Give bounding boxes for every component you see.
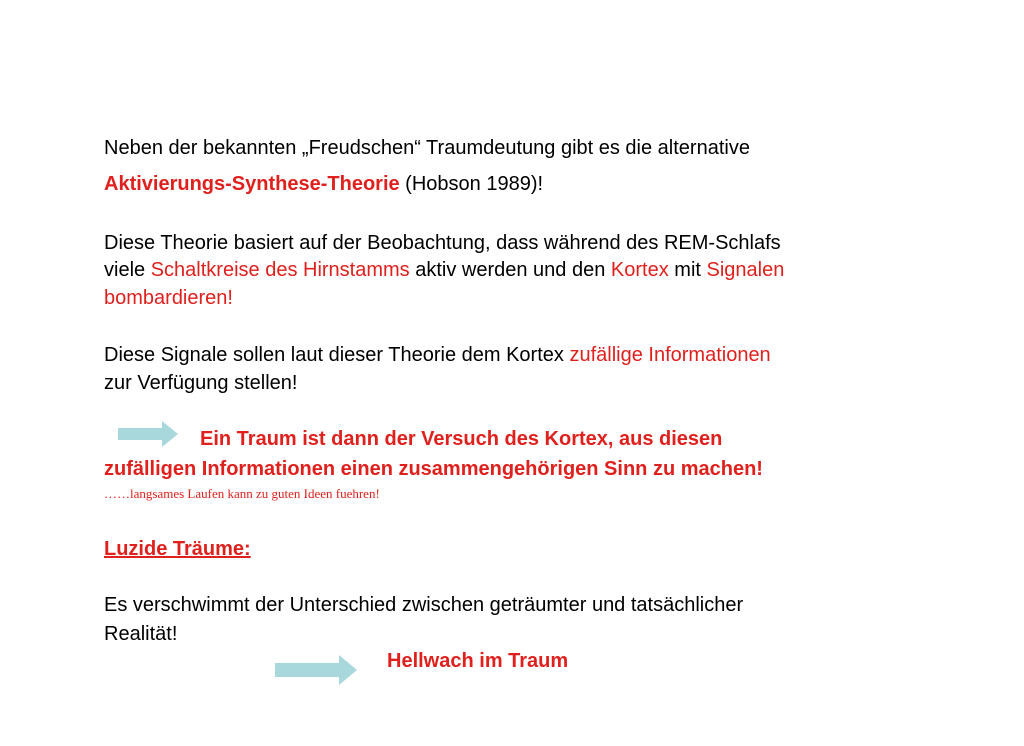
- note-text: ……langsames Laufen kann zu guten Ideen fuehren!: [104, 486, 380, 501]
- conclusion-line-1: [200, 427, 722, 451]
- paragraph-1-text: mit: [668, 259, 707, 281]
- highlight-hirnstamm: Schaltkreise des Hirnstamms: [150, 259, 410, 281]
- highlight-zufaellige-informationen: zufällige Informationen: [569, 344, 771, 366]
- arrow-right-icon: [275, 655, 357, 685]
- paragraph-1-line-2: [104, 258, 784, 282]
- highlight-kortex: Kortex: [610, 259, 669, 281]
- theory-name: Aktivierungs-Synthese-Theorie: [104, 173, 400, 195]
- paragraph-2-text: Diese Signale sollen laut dieser Theorie dem Kortex: [104, 344, 570, 366]
- conclusion-text: Ein Traum ist dann der Versuch des Kortex, aus diesen: [200, 428, 723, 450]
- theory-reference: (Hobson 1989)!: [399, 173, 544, 195]
- running-note: [104, 486, 380, 502]
- lucid-conclusion-text: Hellwach im Traum: [387, 650, 569, 672]
- lucid-heading: [104, 537, 251, 561]
- lucid-line-1: [104, 593, 743, 617]
- lucid-line-2: [104, 622, 177, 646]
- highlight-signalen: Signalen: [706, 259, 785, 281]
- paragraph-1-line-1: [104, 231, 781, 255]
- intro-line-1: [104, 136, 750, 160]
- intro-text: Neben der bekannten „Freudschen“ Traumdeutung gibt es die alternative: [104, 137, 750, 159]
- paragraph-1-line-3: [104, 286, 233, 310]
- paragraph-2-text: zur Verfügung stellen!: [104, 372, 298, 394]
- lucid-conclusion: [387, 649, 568, 673]
- paragraph-2-line-2: [104, 371, 297, 395]
- lucid-text: Es verschwimmt der Unterschied zwischen geträumter und tatsächlicher: [104, 594, 744, 616]
- paragraph-1-text: viele: [104, 259, 151, 281]
- section-heading: Luzide Träume:: [104, 538, 251, 560]
- paragraph-1-text: Diese Theorie basiert auf der Beobachtung, dass während des REM-Schlafs: [104, 232, 781, 254]
- lucid-text: Realität!: [104, 623, 178, 645]
- intro-line-2: [104, 172, 543, 196]
- paragraph-2-line-1: [104, 343, 771, 367]
- paragraph-1-text: aktiv werden und den: [409, 259, 611, 281]
- highlight-bombardieren: bombardieren!: [104, 287, 233, 309]
- conclusion-line-2: [104, 457, 763, 481]
- arrow-right-icon: [118, 421, 178, 447]
- conclusion-text: zufälligen Informationen einen zusammengehörigen Sinn zu machen!: [104, 458, 763, 480]
